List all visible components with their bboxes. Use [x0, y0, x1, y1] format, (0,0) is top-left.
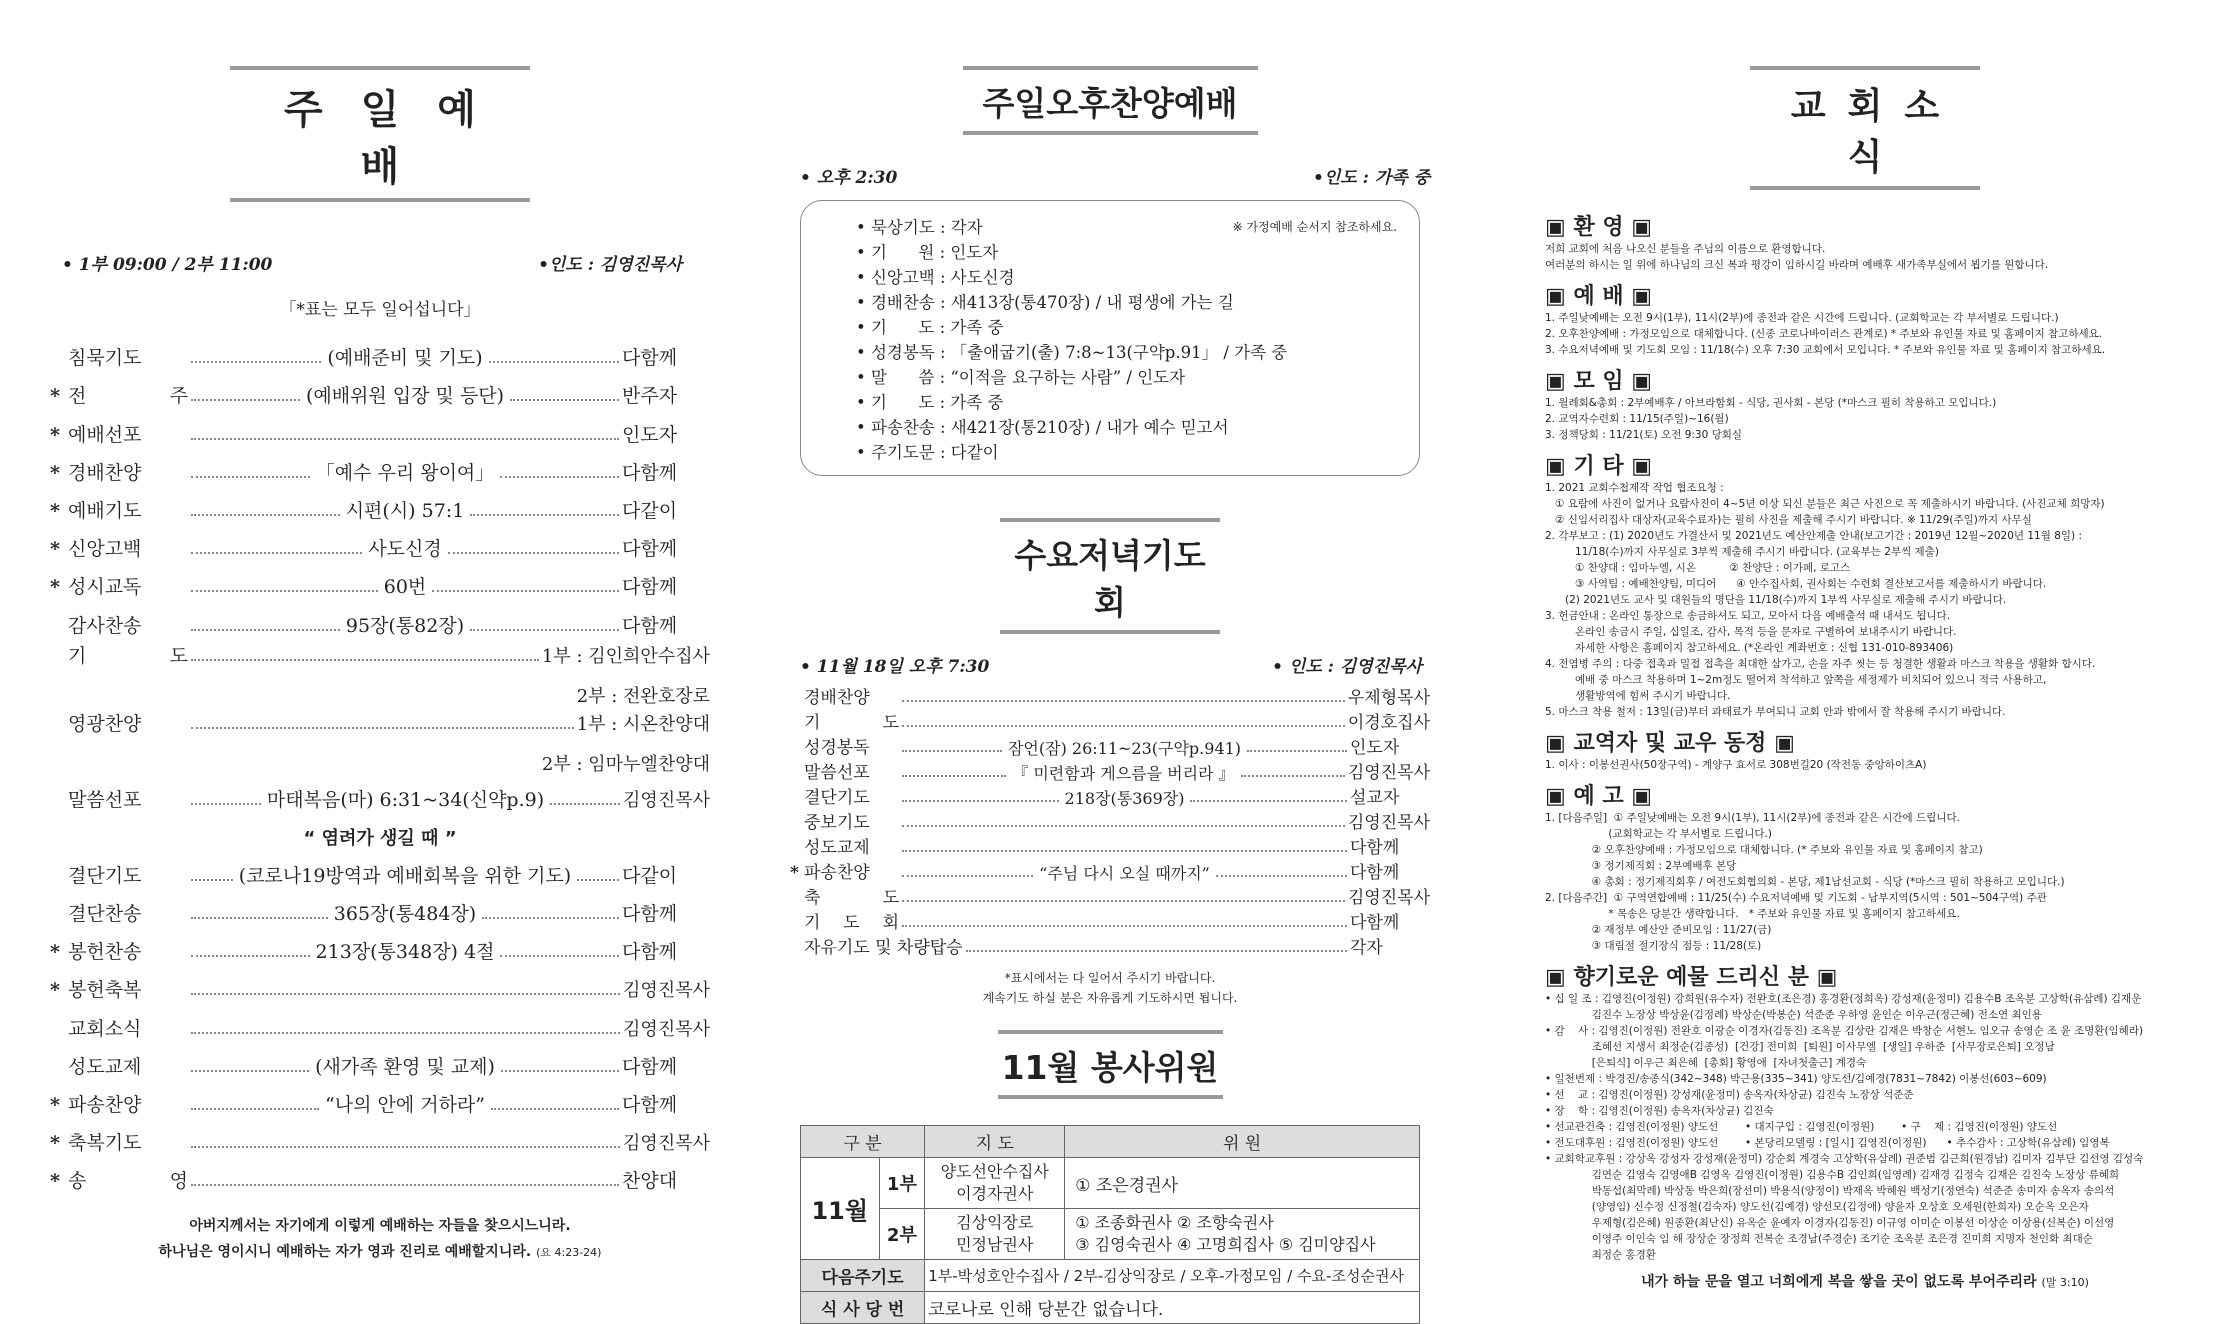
church-news-title: 교회소식	[1750, 66, 1980, 190]
order-item-name: 봉헌축복	[68, 979, 142, 1002]
etc-line: (2) 2021년도 교사 및 대원들의 명단을 11/18(수)까지 1부씩 사무실로 제출해 주시기 바랍니다.	[1545, 594, 2007, 606]
volunteer-table	[800, 1125, 1420, 1324]
order-item-detail: 365장(통484장)	[331, 905, 479, 924]
worship-order-row	[50, 376, 710, 414]
worship-time: • 1부 09:00 / 2부 11:00	[62, 255, 273, 275]
order-item-name: 결단기도	[68, 864, 142, 887]
wednesday-order-row	[790, 910, 1430, 935]
worship-order-row	[50, 1085, 710, 1123]
order-item-name: 경배찬양	[804, 688, 870, 708]
order-item-detail: 잠언(잠) 26:11~23(구약p.941)	[1005, 741, 1244, 757]
order-item-detail: 사도신경	[365, 540, 444, 559]
th-division: 구 분	[801, 1126, 925, 1158]
order-item-leader: 1부 : 김인희안수집사	[541, 645, 710, 667]
order-item-detail: “나의 안에 거하라”	[322, 1096, 488, 1115]
wednesday-note-2: 계속기도 하실 분은 자유롭게 기도하시면 됩니다.	[982, 991, 1238, 1005]
order-item-name: 기 도 회	[804, 913, 899, 933]
worship-order-row	[50, 605, 710, 643]
order-item-detail: 213장(통348장) 4절	[313, 943, 498, 962]
afternoon-order-item: • 성경봉독 : 「출애굽기(출) 7:8~13(구약p.91」 / 가족 중	[856, 343, 1288, 362]
worship-order-row	[50, 1008, 710, 1046]
order-item-detail: 「예수 우리 왕이여」	[313, 464, 498, 483]
order-item-leader: 이경호집사	[1347, 713, 1430, 733]
wednesday-order-row	[790, 710, 1430, 735]
order-item-name: 말씀선포	[804, 763, 870, 783]
order-item-name: 기 도	[68, 644, 188, 667]
offering-line: [은퇴식] 이우근 최은혜 [총회] 황영애 [자녀첫출근] 계경숙	[1545, 1057, 1867, 1069]
wednesday-order-list	[790, 685, 1430, 960]
afternoon-order-list	[856, 215, 1399, 465]
etc-heading: ▣ 기 타 ▣	[1545, 454, 1653, 479]
worship-order-row	[50, 894, 710, 932]
staff-heading: ▣ 교역자 및 교우 동정 ▣	[1545, 731, 1795, 756]
worship-order-list	[50, 338, 710, 1199]
worship-order-row	[50, 970, 710, 1008]
offering-line: • 십 일 조 : 김영진(이정원) 강희원(유수자) 전완호(조은경) 홍경환(정희옥) 강성재(윤정미) 김용수B 조옥분 고상학(유삼례) 김재운	[1545, 993, 2142, 1005]
meal-label: 식 사 당 번	[801, 1292, 925, 1324]
notice-line: ③ 대림절 절기장식 점등 : 11/28(토)	[1545, 940, 1762, 952]
order-item-name: 파송찬양	[68, 1094, 142, 1116]
footer-verse-1: 아버지께서는 자기에게 이렇게 예배하는 자들을 찾으시느니라.	[189, 1218, 571, 1235]
order-item-detail: 『 미련함과 게으름을 버리라 』	[1009, 766, 1237, 782]
order-item-name: 중보기도	[804, 813, 870, 833]
standing-mark: *	[50, 576, 60, 599]
worship-leader: •인도 : 김영진목사	[538, 255, 682, 275]
etc-line: ③ 사역팀 : 예배찬양팀, 미디어 ④ 안수집사회, 권사회는 수련회 결산보고서를 제출하시기 바랍니다.	[1545, 578, 2047, 590]
order-item-name: 결단찬송	[68, 903, 142, 926]
church-news-column	[1545, 0, 2185, 1291]
offering-line: • 전도대후원 : 김영진(이정원) 양도선 • 본당리모델링 : [일시] 김영진(이정원) • 추수감사 : 고상학(유삼례) 임영복	[1545, 1137, 2110, 1149]
order-item-leader: 다함께	[622, 1094, 678, 1116]
offering-line: 김진수 노장상 박상윤(김정례) 박상순(박봉순) 석준준 우하영 윤인순 이우근(정근혜) 전소연 최인용	[1545, 1009, 2042, 1021]
order-item-leader: 각자	[1350, 938, 1383, 958]
wednesday-order-row	[790, 810, 1430, 835]
order-item-name: 성도교제	[804, 838, 870, 858]
order-item-leader: 반주자	[622, 385, 678, 408]
wednesday-order-row	[790, 835, 1430, 860]
afternoon-order-item: • 신앙고백 : 사도신경	[856, 268, 1015, 287]
notice-line: (교회학교는 각 부서별로 드립니다.)	[1545, 828, 1772, 840]
etc-line: 예배 중 마스크 착용하며 1~2m정도 떨어져 착석하고 앞쪽을 세정제가 비치되어 있으니 적극 사용하고,	[1545, 674, 2047, 686]
order-item-detail: 95장(통82장)	[343, 617, 467, 636]
order-item-name: 성경봉독	[804, 738, 870, 758]
order-item-name: 감사찬송	[68, 614, 142, 637]
etc-line: 11/18(수)까지 사무실로 3부씩 제출해 주시기 바랍니다. (교육부는 2부씩 제출)	[1545, 546, 1939, 558]
worship-order-row	[50, 1123, 710, 1161]
staff-line: 1. 이사 : 이봉선권사(50장구역) - 계양구 효서로 308번길20 (작전동 중앙하이츠A)	[1545, 759, 1927, 771]
order-item-detail: (예배위원 입장 및 등단)	[303, 387, 507, 406]
order-item-leader-2: 2부 : 전완호장로	[576, 685, 710, 707]
order-item-leader: 1부 : 시온찬양대	[576, 713, 710, 735]
order-item-detail: (코로나19방역과 예배회복을 위한 기도)	[236, 867, 574, 886]
order-item-name: 예배선포	[68, 423, 142, 446]
middle-column	[790, 0, 1430, 1324]
order-item-detail: 마태복음(마) 6:31~34(신약p.9)	[264, 791, 547, 810]
worship-order-row	[50, 453, 710, 491]
notice-list	[1545, 810, 2185, 954]
welcome-line-1: 저희 교회에 처음 나오신 분들을 주님의 이름으로 환영합니다.	[1545, 243, 1826, 255]
worship-heading: ▣ 예 배 ▣	[1545, 284, 1653, 309]
order-item-leader: 김영진목사	[623, 789, 710, 811]
sunday-worship-title: 주일예배	[230, 66, 530, 202]
meeting-line-2: 2. 교역자수련회 : 11/15(주일)~16(월)	[1545, 413, 1729, 425]
part-1: 1부	[879, 1158, 925, 1209]
worship-order-row-extra	[50, 674, 710, 712]
order-item-leader: 우제형목사	[1347, 688, 1430, 708]
notice-line: * 목송은 당분간 생략합니다. * 주보와 유인물 자료 및 홈페이지 참고하세요.	[1545, 908, 1960, 920]
etc-line: 3. 헌금안내 : 온라인 통장으로 송금하셔도 되고, 모아서 다음 예배출석 때 내셔도 됩니다.	[1545, 610, 1951, 622]
etc-line: 생활방역에 힘써 주시기 바랍니다.	[1545, 690, 1731, 702]
afternoon-service-title: 주일오후찬양예배	[963, 66, 1258, 135]
footer-verse-2: 하나님은 영이시니 예배하는 자가 영과 진리로 예배할지니라. (요 4:23-24)	[158, 1244, 602, 1261]
standing-mark: *	[50, 1094, 60, 1116]
offering-heading: ▣ 향기로운 예물 드리신 분 ▣	[1545, 965, 1838, 990]
offering-list	[1545, 991, 2185, 1263]
order-item-name: 기 도	[804, 713, 899, 733]
etc-line: ② 신임서리집사 대상자(교육수료자)는 필히 사진을 제출해 주시기 바랍니다. ※ 11/29(주일)까지 사무실	[1545, 514, 2032, 526]
order-item-leader: 다같이	[622, 864, 678, 887]
wednesday-note-1: *표시에서는 다 일어서 주시기 바랍니다.	[1004, 971, 1216, 985]
standing-mark: *	[50, 499, 60, 522]
notice-line: ② 오후찬양예배 : 가정모임으로 대체합니다. (* 주보와 유인물 자료 및 홈페이지 참고)	[1545, 844, 1983, 856]
notice-line: ② 재정부 예산안 준비모임 : 11/27(금)	[1545, 924, 1772, 936]
afternoon-order-item: • 기 도 : 가족 중	[856, 393, 1004, 412]
afternoon-order-item: • 말 씀 : “이적을 요구하는 사람” / 인도자	[856, 368, 1186, 387]
order-item-name: 교회소식	[68, 1017, 142, 1040]
standing-mark: *	[50, 461, 60, 484]
etc-list	[1545, 480, 2185, 720]
offering-line: 김연순 김영숙 김영애B 김영옥 김영진(이정원) 김용수B 김인희(임영례) 김재경 김정숙 김재은 김진숙 노장상 류혜희	[1545, 1169, 2120, 1181]
order-item-leader: 다함께	[622, 1055, 678, 1078]
wednesday-order-row	[790, 860, 1430, 885]
order-item-leader: 다함께	[622, 903, 678, 926]
order-item-leader: 인도자	[1350, 738, 1400, 758]
order-item-leader: 인도자	[622, 423, 678, 446]
order-item-detail: 60번	[381, 578, 430, 597]
wednesday-order-row	[790, 760, 1430, 785]
offering-line: 조혜선 지생서 최정순(김종성) [건강] 전미희 [퇴원] 이사무엘 [생일] 우하준 [사무장로은퇴] 오정남	[1545, 1041, 2055, 1053]
worship-order-row	[50, 414, 710, 452]
order-item-leader: 다함께	[622, 576, 678, 599]
etc-line: 1. 2021 교회수첩제작 작업 협조요청 :	[1545, 482, 1724, 494]
worship-order-row	[50, 338, 710, 376]
members-2: ① 조종화권사 ② 조향숙권사 ③ 김영숙권사 ④ 고명희집사 ⑤ 김미양집사	[1065, 1209, 1420, 1260]
th-leader: 지 도	[925, 1126, 1065, 1158]
order-item-name: 봉헌찬송	[68, 941, 142, 964]
offering-line: (양영임) 신수정 신정철(김숙자) 양도선(김예경) 양선모(김정애) 양윤자 오상호 오세원(한희자) 오순옥 오은자	[1545, 1201, 2089, 1213]
wednesday-order-row	[790, 785, 1430, 810]
order-item-leader: 다함께	[1350, 913, 1400, 933]
afternoon-order-box	[800, 200, 1420, 476]
next-prayer-label: 다음주기도	[801, 1260, 925, 1292]
order-item-name: 전 주	[68, 385, 188, 408]
afternoon-order-item: • 주기도문 : 다같이	[856, 443, 999, 462]
order-item-leader: 다함께	[622, 538, 678, 561]
standing-mark: *	[50, 385, 60, 408]
wednesday-service-title: 수요저녁기도회	[1000, 518, 1220, 634]
etc-line: 5. 마스크 착용 철저 : 13일(금)부터 과태료가 부여되니 교회 안과 밖에서 잘 착용해 주시기 바랍니다.	[1545, 706, 2006, 718]
welcome-heading: ▣ 환 영 ▣	[1545, 215, 1653, 240]
notice-line: ③ 정기제직회 : 2부예배후 본당	[1545, 860, 1737, 872]
meeting-heading: ▣ 모 임 ▣	[1545, 369, 1653, 394]
worship-order-row	[50, 1047, 710, 1085]
afternoon-leader: •인도 : 가족 중	[1312, 168, 1430, 188]
standing-mark: *	[50, 423, 60, 446]
afternoon-order-item: • 기 원 : 인도자	[856, 243, 999, 262]
standing-mark: *	[50, 1170, 60, 1193]
order-item-leader: 다함께	[622, 461, 678, 484]
standing-mark: *	[50, 538, 60, 561]
order-item-leader: 다함께	[1350, 838, 1400, 858]
standing-mark: *	[50, 1132, 60, 1155]
afternoon-order-item: • 기 도 : 가족 중	[856, 318, 1004, 337]
leader-2: 김상익장로 민정남권사	[925, 1209, 1065, 1260]
order-item-name: 예배기도	[68, 499, 142, 522]
order-item-name: 침묵기도	[68, 347, 142, 370]
sermon-title: “ 염려가 생길 때 ”	[303, 827, 457, 849]
members-1: ① 조은경권사	[1065, 1158, 1420, 1209]
meeting-line-1: 1. 월례회&총회 : 2부예배후 / 아브라함회 - 식당, 권사회 - 본당 (*마스크 필히 착용하고 모입니다.)	[1545, 397, 1997, 409]
offering-line: • 선 교 : 김영진(이정원) 강성재(윤정미) 송옥자(차상균) 김진숙 노장상 석준준	[1545, 1089, 1914, 1101]
leader-1: 양도선안수집사 이경자권사	[925, 1158, 1065, 1209]
worship-order-row	[50, 1161, 710, 1199]
order-item-name: 성도교제	[68, 1055, 142, 1078]
offering-line: 박동섭(최막례) 박상동 박은희(장선미) 박용식(양정이) 박재옥 박혜원 백성기(정연숙) 석준준 송미자 송옥자 송의석	[1545, 1185, 2115, 1197]
afternoon-order-item: • 경배찬송 : 새413장(통470장) / 내 평생에 가는 길	[856, 293, 1234, 312]
order-item-leader: 김영진목사	[1347, 763, 1430, 783]
offering-line: • 장 학 : 김영진(이정원) 송옥자(차상균) 김진숙	[1545, 1105, 1774, 1117]
order-item-leader: 김영진목사	[623, 1018, 710, 1040]
afternoon-time: • 오후 2:30	[800, 168, 898, 188]
order-item-leader: 찬양대	[622, 1170, 678, 1193]
order-item-name: 결단기도	[804, 788, 870, 808]
worship-order-row	[50, 932, 710, 970]
order-item-leader: 다함께	[622, 614, 678, 637]
notice-line: 1. [다음주일] ① 주일낮예배는 오전 9시(1부), 11시(2부)에 종전과 같은 시간에 드립니다.	[1545, 812, 1960, 824]
notice-heading: ▣ 예 고 ▣	[1545, 784, 1653, 809]
order-item-leader: 김영진목사	[623, 1133, 710, 1155]
worship-order-row	[50, 712, 710, 742]
worship-order-row	[50, 644, 710, 674]
family-note: ※ 가정예배 순서지 참조하세요.	[1232, 220, 1397, 234]
news-footer-verse: 내가 하늘 문을 열고 너희에게 복을 쌓을 곳이 없도록 부어주리라 (말 3:10)	[1641, 1274, 2089, 1290]
etc-line: ① 요람에 사진이 없거나 요람사진이 4~5년 이상 되신 분들은 최근 사진으로 꼭 제출하시기 바랍니다. (사진교체 희망자)	[1545, 498, 2105, 510]
etc-line: 2. 각부보고 : (1) 2020년도 가결산서 및 2021년도 예산안제출 안내(보고기간 : 2019년 12월~2020년 11월 8일) :	[1545, 530, 2082, 542]
offering-line: • 감 사 : 김영진(이정원) 전완호 이광순 이경자(김동진) 조옥분 김상란 김재은 박창순 서현노 임오규 송영순 조 윤 조명환(임혜라)	[1545, 1025, 2144, 1037]
offering-line: • 일천번제 : 박경진/송종식(342~348) 박근용(335~341) 양도선/김예경(7831~7842) 이봉선(603~609)	[1545, 1073, 2047, 1085]
th-members: 위 원	[1065, 1126, 1420, 1158]
standing-note: 「*표는 모두 일어섭니다」	[279, 300, 481, 320]
order-item-name: 파송찬양	[804, 863, 870, 883]
order-item-leader: 다함께	[622, 347, 678, 370]
worship-order-row-extra	[50, 742, 710, 780]
order-item-leader: 설교자	[1350, 788, 1400, 808]
wednesday-leader: • 인도 : 김영진목사	[1272, 657, 1422, 677]
order-item-name: 신앙고백	[68, 538, 142, 561]
sunday-worship-column	[50, 0, 710, 1266]
order-item-leader: 다같이	[622, 499, 678, 522]
order-item-detail: “주님 다시 오실 때까지”	[1036, 866, 1213, 882]
notice-line: ④ 총회 : 정기제직회후 / 여전도회협의회 - 본당, 제1남선교회 - 식당 (*마스크 필히 착용하고 모입니다.)	[1545, 876, 2065, 888]
meeting-line-3: 3. 정책당회 : 11/21(토) 오전 9:30 당회실	[1545, 429, 1743, 441]
etc-line: ① 찬양대 : 임마누엘, 시온 ② 찬양단 : 이가페, 로고스	[1545, 562, 1851, 574]
offering-line: • 선교관건축 : 김영진(이정원) 양도선 • 대지구입 : 김영진(이정원) • 구 제 : 김영진(이정원) 양도선	[1545, 1121, 2058, 1133]
wednesday-order-row	[790, 935, 1430, 960]
order-item-name: 경배찬양	[68, 461, 142, 484]
worship-order-row	[50, 491, 710, 529]
order-item-leader: 김영진목사	[623, 980, 710, 1002]
order-item-leader: 다함께	[622, 941, 678, 964]
wednesday-order-row	[790, 885, 1430, 910]
worship-order-row	[50, 780, 710, 818]
worship-line-1: 1. 주일낮예배는 오전 9시(1부), 11시(2부)에 종전과 같은 시간에 드립니다. (교회학교는 각 부서별로 드립니다.)	[1545, 312, 2059, 324]
order-item-name: 송 영	[68, 1170, 188, 1193]
order-item-name: 축 도	[804, 888, 899, 908]
order-item-name: 성시교독	[68, 576, 142, 599]
etc-line: 4. 전염병 주의 : 다중 접촉과 밀접 접촉을 최대한 삼가고, 손을 자주 씻는 등 청결한 생활과 마스크 착용을 생활화 합시다.	[1545, 658, 2096, 670]
order-item-leader-2: 2부 : 임마누엘찬양대	[541, 753, 710, 775]
month-cell: 11월	[801, 1158, 880, 1260]
part-2: 2부	[879, 1209, 925, 1260]
welcome-line-2: 여러분의 하시는 일 위에 하나님의 크신 복과 평강이 임하시길 바라며 예배후 새가족부실에서 뵙기를 원합니다.	[1545, 259, 2049, 271]
standing-mark: *	[50, 941, 60, 964]
offering-line: 이영주 이인숙 임 해 장상순 장정희 전복순 조경남(주경순) 조기순 조옥분 조은경 진미희 지명자 천인화 최대순	[1545, 1233, 2093, 1245]
offering-line: • 교회학교후원 : 강상옥 강성자 강성재(윤정미) 강순회 계경숙 고상학(유삼례) 권준범 김근희(원경남) 김미자 김부단 김선영 김성숙	[1545, 1153, 2144, 1165]
order-item-name: 영광찬양	[68, 712, 142, 735]
order-item-detail: (예배준비 및 기도)	[324, 349, 485, 368]
order-item-detail: (새가족 환영 및 교제)	[312, 1058, 498, 1077]
worship-order-row	[50, 567, 710, 605]
order-item-name: 자유기도 및 차량탑승	[804, 938, 963, 958]
order-item-detail: 시편(시) 57:1	[343, 502, 468, 521]
order-item-leader: 다함께	[1350, 863, 1400, 883]
notice-line: 2. [다음주간] ① 구역연합예배 : 11/25(수) 수요저녁예배 및 기도회 - 남부지역(5시역 : 501~504구역) 주관	[1545, 892, 2047, 904]
offering-line: 우제형(김은혜) 원종환(최난신) 유옥순 윤예자 이경자(김동진) 이규영 이미순 이봉선 이상순 이상용(신복순) 이선영	[1545, 1217, 2115, 1229]
offering-line: 최정순 홍경환	[1545, 1249, 1656, 1261]
etc-line: 온라인 송금시 주일, 십일조, 감사, 목적 등을 문자로 구별하여 보내주시기 바랍니다.	[1545, 626, 1957, 638]
order-item-leader: 김영진목사	[1347, 888, 1430, 908]
wednesday-order-row	[790, 735, 1430, 760]
order-item-name: 축복기도	[68, 1132, 142, 1155]
worship-line-2: 2. 오후찬양예배 : 가정모임으로 대체합니다. (신종 코로나바이러스 관계로) * 주보와 유인물 자료 및 홈페이지 참고하세요.	[1545, 328, 2103, 340]
next-prayer-value: 1부-박성호안수집사 / 2부-김상익장로 / 오후-가정모임 / 수요-조성순권사	[925, 1260, 1420, 1292]
afternoon-order-item: • 파송찬송 : 새421장(통210장) / 내가 예수 믿고서	[856, 418, 1229, 437]
afternoon-order-item: • 묵상기도 : 각자	[856, 218, 983, 237]
wednesday-order-row	[790, 685, 1430, 710]
etc-line: 자세한 사항은 홈페이지 참고하세요. (*온라인 계좌번호 : 신협 131-010-893406)	[1545, 642, 1954, 654]
standing-mark: *	[790, 863, 799, 883]
standing-mark: *	[50, 979, 60, 1002]
worship-line-3: 3. 수요저녁예배 및 기도회 모임 : 11/18(수) 오후 7:30 교회에서 모입니다. * 주보와 유인물 자료 및 홈페이지 참고하세요.	[1545, 344, 2106, 356]
meal-value: 코로나로 인해 당분간 없습니다.	[925, 1292, 1420, 1324]
volunteer-title: 11월 봉사위원	[998, 1030, 1223, 1099]
worship-order-row	[50, 529, 710, 567]
order-item-detail: 218장(통369장)	[1062, 791, 1188, 807]
worship-order-row	[50, 856, 710, 894]
order-item-name: 말씀선포	[68, 788, 142, 811]
order-item-leader: 김영진목사	[1347, 813, 1430, 833]
wednesday-time: • 11월 18일 오후 7:30	[800, 657, 990, 677]
